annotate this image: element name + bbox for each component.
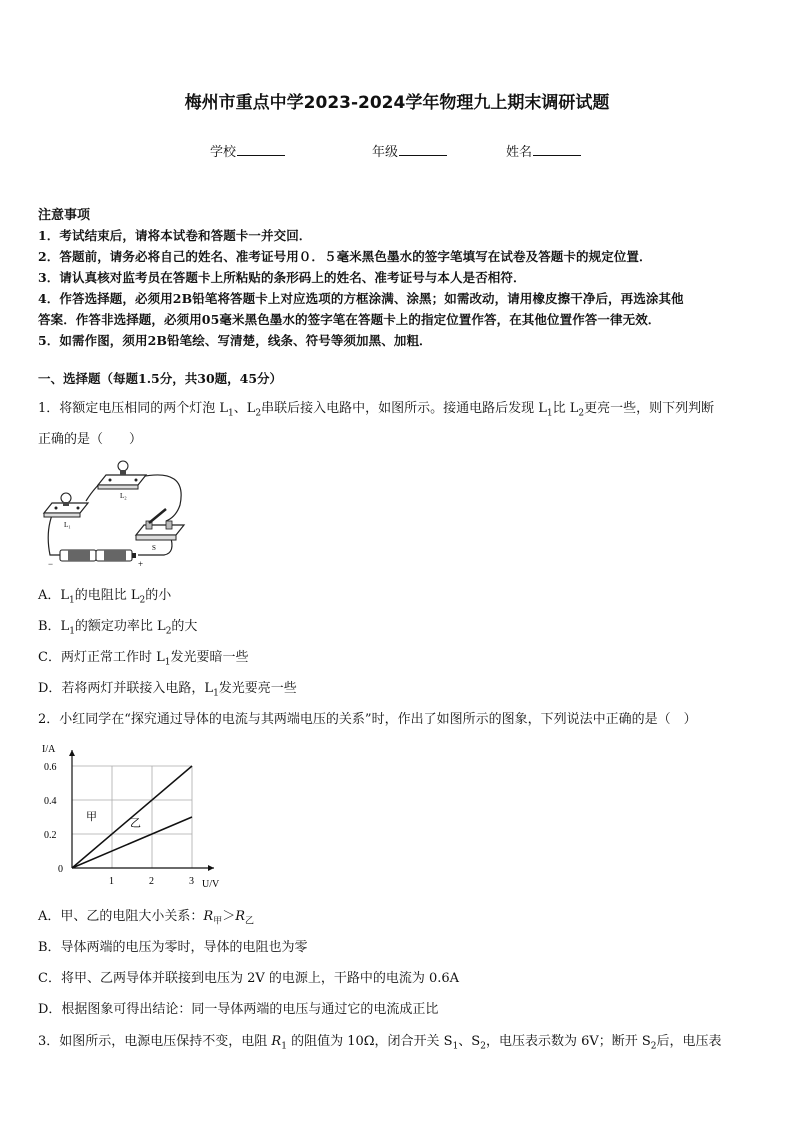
y-tick-label: 0.6 xyxy=(44,762,57,773)
circuit-figure xyxy=(38,455,198,570)
note-item: 1．考试结束后，请将本试卷和答题卡一并交回． xyxy=(38,228,312,243)
question-3-stem: 3．如图所示，电源电压保持不变，电阻 $R_1$ 的阻值为 10Ω，闭合开关 $S_1$、$S_2$，电压表示数为 6V；断开 $S_2$后，电压表 xyxy=(38,1034,722,1052)
option-D[interactable]: D．若将两灯并联接入电路，$L_1$发光要亮一些 xyxy=(38,681,297,699)
school-label: 学校 xyxy=(210,145,237,160)
series-label-yi: 乙 xyxy=(130,817,141,830)
bulb-icon xyxy=(61,493,71,503)
note-item: 4．作答选择题，必须用2B铅笔将答题卡上对应选项的方框涂满、涂黑；如需改动，请用橡皮擦干净后，再选涂其他 xyxy=(38,291,684,306)
plus-sign: + xyxy=(138,559,144,569)
y-axis-arrow xyxy=(69,750,75,756)
minus-sign: − xyxy=(48,559,54,569)
label-L1: L₁ xyxy=(64,521,71,529)
question-2-stem: 2．小红同学在“探究通过导体的电流与其两端电压的关系”时，作出了如图所示的图象，下列说法中正确的是（ ） xyxy=(38,712,697,727)
note-item: 5．如需作图，须用2B铅笔绘、写清楚，线条、符号等须加黑、加粗． xyxy=(38,333,432,348)
option-C[interactable]: C．将甲、乙两导体并联接到电压为 2V 的电源上，干路中的电流为 0.6A xyxy=(38,971,460,986)
x-axis-label: U/V xyxy=(202,879,220,890)
switch-S xyxy=(136,509,184,552)
school-field xyxy=(210,141,285,160)
question-1-line-2: 正确的是（ ） xyxy=(38,432,143,447)
label-L2: L₂ xyxy=(120,492,127,500)
y-tick-label: 0.2 xyxy=(44,830,57,841)
note-item: 3．请认真核对监考员在答题卡上所粘贴的条形码上的姓名、准考证号与本人是否相符． xyxy=(38,270,526,285)
notes-title: 注意事项 xyxy=(38,208,91,223)
iv-chart xyxy=(38,738,238,893)
grade-blank[interactable] xyxy=(399,144,447,156)
option-C[interactable]: C．两灯正常工作时 $L_1$发光要暗一些 xyxy=(38,650,249,668)
option-D[interactable]: D．根据图象可得出结论：同一导体两端的电压与通过它的电流成正比 xyxy=(38,1002,439,1017)
note-item: 2．答题前，请务必将自己的姓名、准考证号用０．５毫米黑色墨水的签字笔填写在试卷及答题卡的规定位置． xyxy=(38,249,652,264)
school-blank[interactable] xyxy=(237,144,285,156)
grade-field xyxy=(372,141,447,160)
origin-label: 0 xyxy=(58,864,63,875)
battery-pack xyxy=(48,550,143,569)
option-A[interactable]: A．甲、乙的电阻大小关系：$R_甲>R_乙$ xyxy=(38,909,255,927)
lamp-L2 xyxy=(98,461,146,500)
option-B[interactable]: B．导体两端的电压为零时，导体的电阻也为零 xyxy=(38,940,308,955)
option-B[interactable]: B．$L_1$的额定功率比 $L_2$的大 xyxy=(38,619,198,637)
name-label: 姓名 xyxy=(506,145,533,160)
x-tick-label: 1 xyxy=(109,876,114,887)
lamp-L1 xyxy=(44,493,88,529)
section-title: 一、选择题（每题1.5分，共30题，45分） xyxy=(38,371,283,386)
option-A[interactable]: A．$L_1$的电阻比 $L_2$的小 xyxy=(38,588,172,606)
x-tick-label: 2 xyxy=(149,876,154,887)
y-tick-label: 0.4 xyxy=(44,796,57,807)
y-axis-label: I/A xyxy=(42,744,56,755)
switch-lever xyxy=(149,509,166,523)
x-axis-arrow xyxy=(208,865,214,871)
note-item: 答案．作答非选择题，必须用05毫米黑色墨水的签字笔在答题卡上的指定位置作答，在其他位置作答一律无效． xyxy=(38,312,661,327)
x-tick-label: 3 xyxy=(189,876,194,887)
grade-label: 年级 xyxy=(372,145,399,160)
bulb-icon xyxy=(118,461,128,471)
page-title: 梅州市重点中学2023-2024学年物理九上期末调研试题 xyxy=(184,93,610,113)
label-S: S xyxy=(152,544,156,552)
question-1-line-1: 1．将额定电压相同的两个灯泡 $L_1$、$L_2$串联后接入电路中，如图所示。接通电路后发现 $L_1$比 $L_2$更亮一些，则下列判断 xyxy=(38,401,715,419)
name-blank[interactable] xyxy=(533,144,581,156)
name-field xyxy=(506,141,581,160)
series-label-jia: 甲 xyxy=(86,811,97,823)
